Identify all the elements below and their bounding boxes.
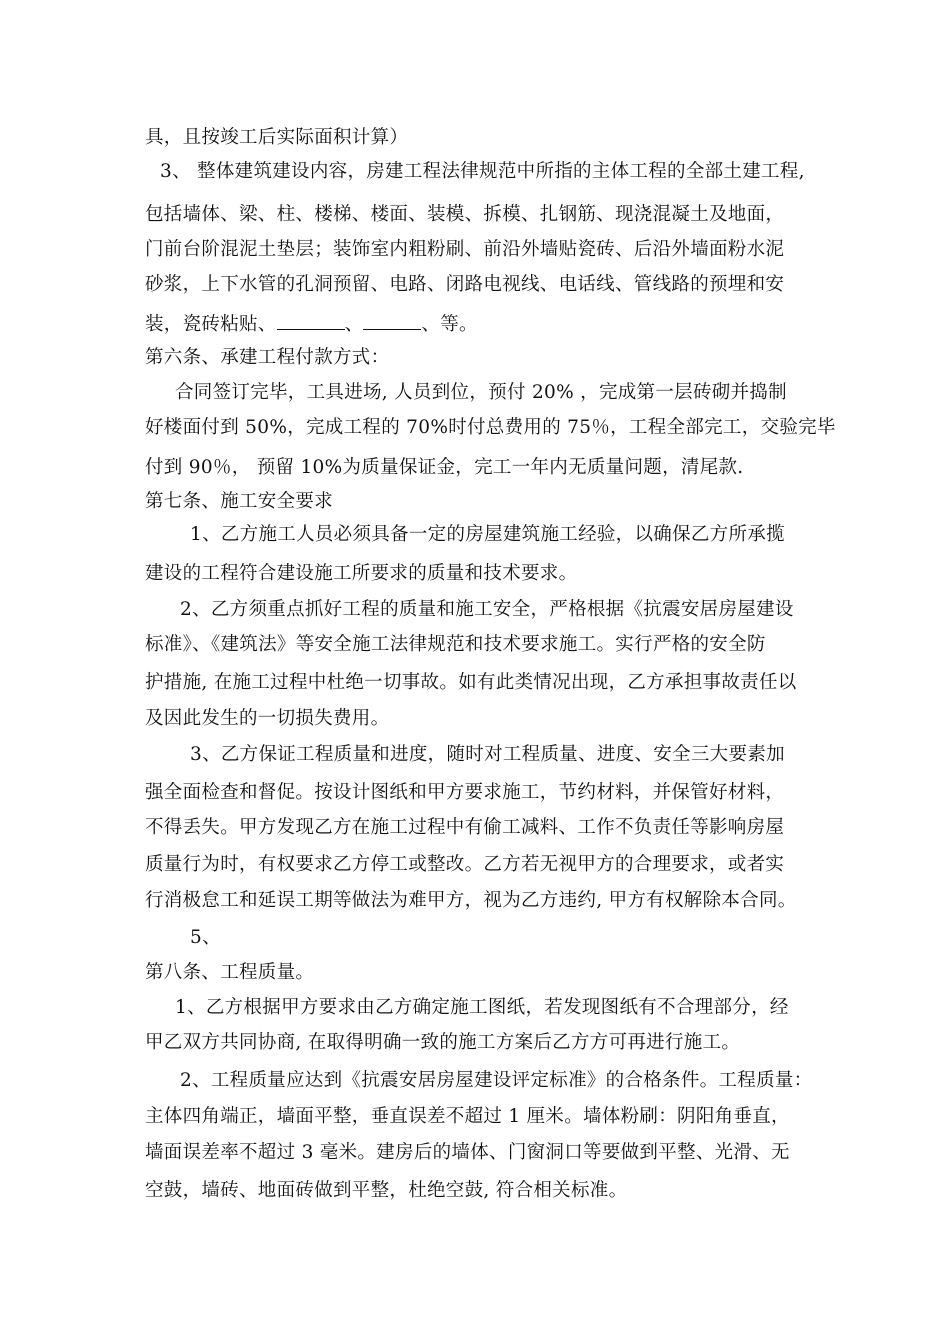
text-line: 质量行为时，有权要求乙方停工或整改。乙方若无视甲方的合理要求，或者实	[145, 854, 785, 875]
text-line: 付到 90％， 预留 10%为质量保证金，完工一年内无质量问题，清尾款.	[145, 457, 744, 478]
article-6-heading: 第六条、承建工程付款方式：	[145, 347, 390, 368]
fill-in-blank	[277, 311, 345, 330]
text-line-with-blanks	[145, 311, 825, 338]
text-line: 建设的工程符合建设施工所要求的质量和技术要求。	[145, 563, 578, 584]
text-segment: 装，瓷砖粘贴、	[145, 314, 277, 335]
clause-7-item-5: 5、	[190, 927, 221, 948]
text-line: 合同签订完毕，工具进场, 人员到位，预付 20% ，完成第一层砖砌并捣制	[175, 382, 787, 403]
text-line: 主体四角端正，墙面平整，垂直误差不超过 1 厘米。墙体粉刷：阴阳角垂直，	[145, 1106, 790, 1127]
clause-8-item-1: 1、乙方根据甲方要求由乙方确定施工图纸，若发现图纸有不合理部分，经	[175, 997, 789, 1018]
text-line: 空鼓，墙砖、地面砖做到平整，杜绝空鼓, 符合相关标准。	[145, 1180, 628, 1201]
text-line: 及因此发生的一切损失费用。	[145, 708, 390, 729]
text-line: 行消极怠工和延误工期等做法为难甲方，视为乙方违约, 甲方有权解除本合同。	[145, 890, 797, 911]
clause-7-item-2: 2、乙方须重点抓好工程的质量和施工安全，严格根据《抗震安居房屋建设	[180, 599, 794, 620]
text-line: 包括墙体、梁、柱、楼梯、楼面、装模、拆模、扎钢筋、现浇混凝土及地面，	[145, 204, 785, 225]
clause-7-item-1: 1、乙方施工人员必须具备一定的房屋建筑施工经验，以确保乙方所承揽	[190, 524, 785, 545]
text-line: 甲乙双方共同协商, 在取得明确一致的施工方案后乙方方可再进行施工。	[145, 1032, 741, 1053]
text-line: 砂浆，上下水管的孔洞预留、电路、闭路电视线、电话线、管线路的预埋和安	[145, 274, 785, 295]
text-segment: 、	[344, 314, 364, 335]
text-line: 门前台阶混泥土垫层；装饰室内粗粉刷、前沿外墙贴瓷砖、后沿外墙面粉水泥	[145, 239, 785, 260]
clause-5-item-3: 3、 整体建筑建设内容，房建工程法律规范中所指的主体工程的全部土建工程,	[160, 161, 805, 182]
text-line: 强全面检查和督促。按设计图纸和甲方要求施工，节约材料，并保管好材料，	[145, 782, 785, 803]
text-line: 具，且按竣工后实际面积计算）	[145, 127, 409, 148]
text-line: 不得丢失。甲方发现乙方在施工过程中有偷工减料、工作不负责任等影响房屋	[145, 817, 785, 838]
text-line: 护措施, 在施工过程中杜绝一切事故。如有此类情况出现，乙方承担事故责任以	[145, 672, 797, 693]
text-line: 好楼面付到 50%，完成工程的 70%时付总费用的 75％，工程全部完工，交验完毕	[145, 417, 836, 438]
clause-8-item-2: 2、工程质量应达到《抗震安居房屋建设评定标准》的合格条件。工程质量：	[180, 1070, 813, 1091]
text-segment: 、等。	[421, 314, 478, 335]
clause-7-item-3: 3、乙方保证工程质量和进度，随时对工程质量、进度、安全三大要素加	[190, 744, 785, 765]
text-line: 墙面误差率不超过 3 毫米。建房后的墙体、门窗洞口等要做到平整、光滑、无	[145, 1142, 790, 1163]
fill-in-blank	[363, 311, 421, 330]
article-8-heading: 第八条、工程质量。	[145, 962, 315, 983]
text-line: 标准》、《建筑法》等安全施工法律规范和技术要求施工。实行严格的安全防	[145, 634, 766, 655]
article-7-heading: 第七条、施工安全要求	[145, 491, 334, 512]
